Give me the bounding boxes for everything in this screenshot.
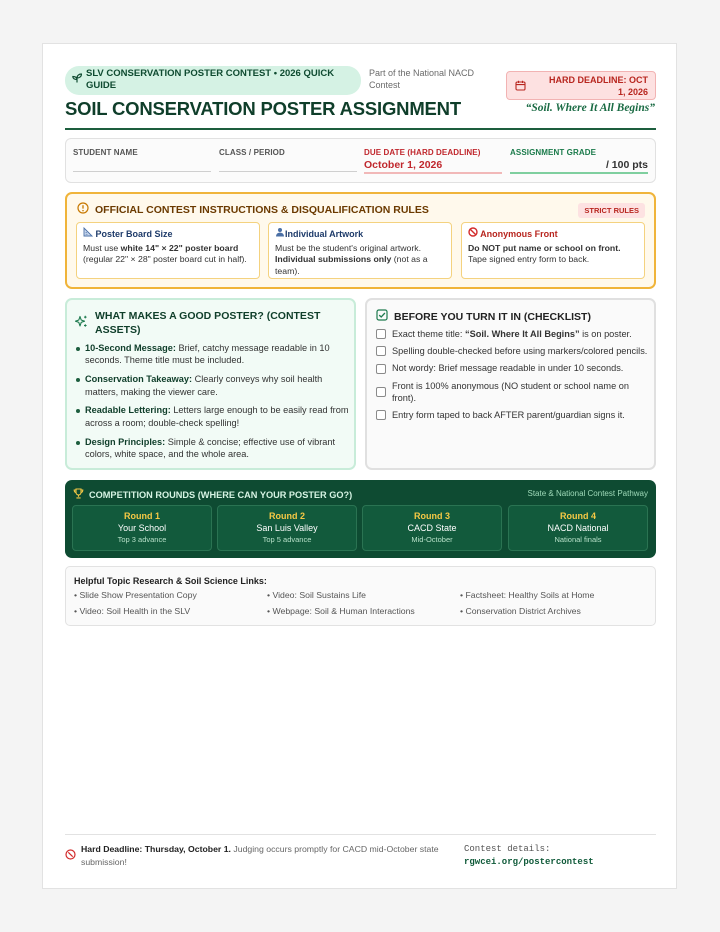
- person-icon: [275, 229, 285, 239]
- checklist-item[interactable]: Front is 100% anonymous (NO student or school name on front).: [376, 380, 648, 404]
- rule-card-poster-size: [76, 222, 260, 279]
- student-name-line[interactable]: [73, 171, 211, 172]
- header: [65, 65, 655, 131]
- checkbox[interactable]: [376, 329, 386, 339]
- grade-value: / 100 pts: [605, 159, 648, 171]
- sprout-icon: [72, 73, 82, 87]
- checklist-item[interactable]: Not wordy: Brief message readable in under 10 seconds.: [376, 362, 648, 374]
- link-webpage[interactable]: • Webpage: Soil & Human Interactions: [267, 606, 415, 616]
- due-date-label: DUE DATE (HARD DEADLINE): [364, 148, 481, 157]
- checklist-title: BEFORE YOU TURN IT IN (CHECKLIST): [394, 310, 591, 323]
- rule-emphasis: Do NOT put name or school on front.: [468, 242, 621, 253]
- good-poster-panel: [65, 298, 356, 470]
- header-divider: [65, 128, 656, 130]
- list-item: Design Principles: Simple & concise; effective use of vibrant colors, white space, and the whole area.: [75, 436, 351, 461]
- grade-field: [510, 148, 648, 174]
- due-date-value: October 1, 2026: [364, 159, 443, 171]
- rule-card-title: Poster Board Size: [83, 227, 253, 241]
- check-square-icon: [376, 309, 388, 324]
- checklist-list: [376, 328, 648, 421]
- good-poster-title: WHAT MAKES A GOOD POSTER? (CONTEST ASSETS): [95, 310, 321, 336]
- rule-text: Tape signed entry form to back.: [468, 254, 590, 264]
- link-archives[interactable]: • Conservation District Archives: [460, 606, 581, 616]
- rounds-side-label: State & National Contest Pathway: [527, 489, 648, 498]
- rule-text: (regular 22" × 28" poster board cut in half).: [83, 254, 247, 264]
- checklist-panel: [365, 298, 656, 470]
- prohibited-icon: [468, 229, 478, 239]
- assignment-page: [42, 43, 677, 889]
- clock-alert-icon: [65, 849, 76, 864]
- rule-text: Must use: [83, 242, 121, 253]
- strict-rules-badge: STRICT RULES: [578, 203, 645, 218]
- rules-title: OFFICIAL CONTEST INSTRUCTIONS & DISQUALIFICATION RULES: [95, 203, 429, 216]
- checklist-heading: [376, 309, 591, 324]
- rule-card-individual-artwork: [268, 222, 452, 279]
- due-date-line: [364, 172, 502, 174]
- rule-text: Must be the student's original artwork.: [275, 242, 422, 253]
- deadline-badge-text: HARD DEADLINE: OCT 1, 2026: [549, 75, 648, 97]
- checklist-item[interactable]: Exact theme title: “Soil. Where It All Begins” is on poster.: [376, 328, 648, 340]
- contest-url-link[interactable]: rgwcei.org/postercontest: [464, 856, 594, 867]
- due-date-field: [364, 148, 502, 174]
- checkbox[interactable]: [376, 410, 386, 420]
- round-card-4: Round 4 NACD National National finals: [508, 505, 648, 551]
- research-links-panel: [65, 566, 656, 626]
- contest-rules-panel: [65, 192, 656, 289]
- checklist-item[interactable]: Entry form taped to back AFTER parent/guardian signs it.: [376, 409, 648, 421]
- student-info-fields: [65, 138, 656, 183]
- rules-heading: [77, 202, 429, 217]
- contest-badge: [65, 66, 361, 95]
- link-video-slv[interactable]: • Video: Soil Health in the SLV: [74, 606, 191, 616]
- header-subtitle: Part of the National NACD Contest: [369, 68, 475, 90]
- rounds-heading: [73, 488, 352, 501]
- student-name-label: STUDENT NAME: [73, 148, 138, 157]
- link-factsheet[interactable]: • Factsheet: Healthy Soils at Home: [460, 590, 595, 600]
- round-card-2: Round 2 San Luis Valley Top 5 advance: [217, 505, 357, 551]
- competition-rounds-panel: [65, 480, 656, 558]
- checkbox[interactable]: [376, 364, 386, 374]
- footer-contest-details: [464, 843, 594, 868]
- rule-emphasis: Individual submissions only: [275, 254, 392, 264]
- deadline-badge: [506, 71, 656, 100]
- contest-badge-text: SLV CONSERVATION POSTER CONTEST • 2026 QUICK GUIDE: [86, 68, 335, 91]
- checkbox[interactable]: [376, 387, 386, 397]
- rule-card-anonymous-front: [461, 222, 645, 279]
- rounds-title: COMPETITION ROUNDS (WHERE CAN YOUR POSTER GO?): [89, 489, 353, 500]
- list-item: Conservation Takeaway: Clearly conveys why soil health matters, making the viewer care.: [75, 373, 351, 398]
- alert-circle-icon: [77, 202, 89, 217]
- list-item: Readable Lettering: Letters large enough to be easily read from across a room; double-check spelling!: [75, 404, 351, 429]
- theme-motto: “Soil. Where It All Begins”: [525, 102, 655, 114]
- footer-deadline-bold: Hard Deadline: Thursday, October 1.: [81, 844, 231, 854]
- footer-deadline-text: Judging occurs promptly for CACD mid-October state submission!: [81, 844, 439, 867]
- good-poster-list: [75, 342, 351, 467]
- class-period-line[interactable]: [219, 171, 357, 172]
- grade-label: ASSIGNMENT GRADE: [510, 148, 597, 157]
- class-period-label: CLASS / PERIOD: [219, 148, 285, 157]
- links-title: Helpful Topic Research & Soil Science Links:: [74, 576, 267, 586]
- ruler-icon: [83, 229, 93, 239]
- footer-deadline: [65, 843, 445, 868]
- good-poster-heading: [75, 309, 343, 337]
- round-card-1: Round 1 Your School Top 3 advance: [72, 505, 212, 551]
- rule-card-title: Anonymous Front: [468, 227, 638, 241]
- page-title: SOIL CONSERVATION POSTER ASSIGNMENT: [65, 98, 461, 119]
- list-item: 10-Second Message: Brief, catchy message readable in 10 seconds. Theme title must be included.: [75, 342, 351, 367]
- rule-text: (not as a team).: [275, 254, 428, 276]
- checklist-item[interactable]: Spelling double-checked before using markers/colored pencils.: [376, 345, 648, 357]
- round-card-3: Round 3 CACD State Mid-October: [362, 505, 502, 551]
- student-name-field[interactable]: [73, 148, 211, 172]
- class-period-field[interactable]: [219, 148, 357, 172]
- grade-line: [510, 172, 648, 174]
- rule-emphasis: white 14" × 22" poster board: [120, 242, 239, 253]
- sparkles-icon: [75, 315, 88, 332]
- link-slide-show[interactable]: • Slide Show Presentation Copy: [74, 590, 197, 600]
- link-video-soil-sustains[interactable]: • Video: Soil Sustains Life: [267, 590, 366, 600]
- footer-divider: [65, 834, 656, 835]
- calendar-icon: [515, 80, 526, 94]
- trophy-icon: [73, 488, 84, 501]
- rule-card-title: Individual Artwork: [275, 227, 445, 241]
- checkbox[interactable]: [376, 346, 386, 356]
- contest-details-label: Contest details:: [464, 844, 551, 854]
